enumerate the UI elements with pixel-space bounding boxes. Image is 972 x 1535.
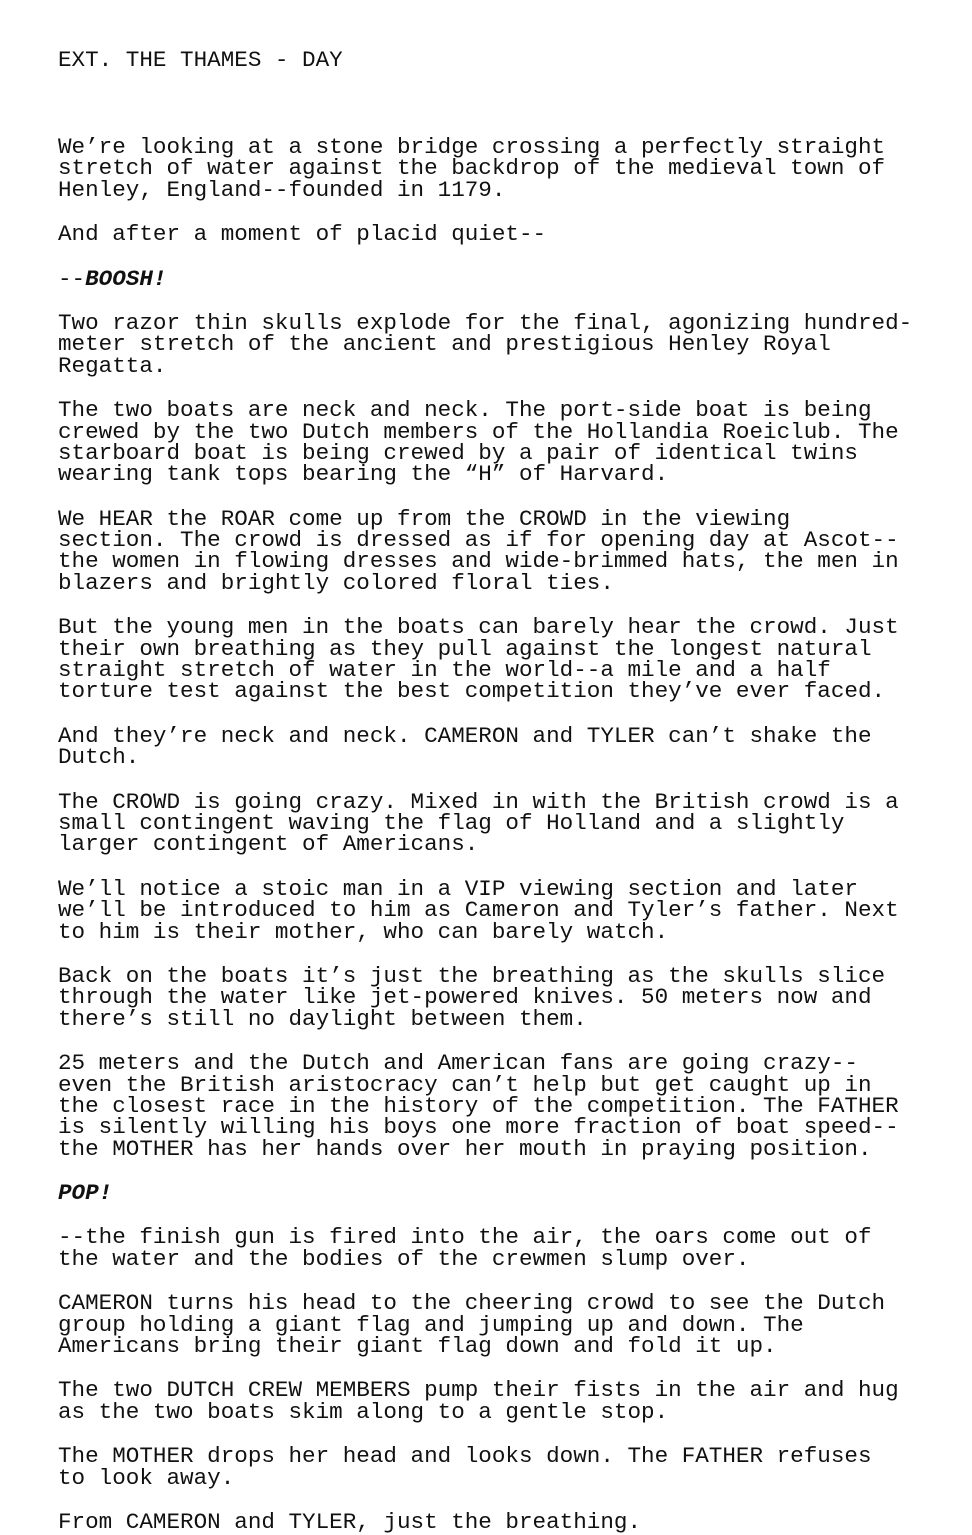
action-line: the closest race in the history of the competition. The FATHER xyxy=(58,1092,899,1119)
action-line: The two DUTCH CREW MEMBERS pump their fists in the air and hug xyxy=(58,1377,899,1404)
action-paragraph xyxy=(58,134,958,203)
action-line: meter stretch of the ancient and prestigious Henley Royal xyxy=(58,331,831,358)
action-paragraph xyxy=(58,221,958,248)
action-paragraph xyxy=(58,1050,958,1162)
sound-effect: POP! xyxy=(58,1180,113,1207)
action-paragraph xyxy=(58,1443,958,1491)
action-paragraph xyxy=(58,788,958,858)
action-line: to him is their mother, who can barely watch. xyxy=(58,918,669,945)
action-line: through the water like jet-powered knives. 50 meters now and xyxy=(58,984,872,1011)
action-paragraph xyxy=(58,1180,958,1207)
action-paragraph xyxy=(58,875,958,945)
action-line: And they’re neck and neck. CAMERON and TYLER can’t shake the xyxy=(58,722,872,749)
action-line: But the young men in the boats can barely hear the crowd. Just xyxy=(58,614,899,641)
action-line: we’ll be introduced to him as Cameron and Tyler’s father. Next xyxy=(58,897,899,924)
action-line: group holding a giant flag and jumping up and down. The xyxy=(58,1311,804,1338)
action-line: the water and the bodies of the crewmen slump over. xyxy=(58,1245,750,1272)
action-blocks xyxy=(58,114,958,1533)
action-line: starboard boat is being crewed by a pair of identical twins xyxy=(58,439,858,466)
action-paragraph xyxy=(58,614,958,705)
action-paragraph xyxy=(58,309,958,379)
action-paragraph xyxy=(58,265,958,292)
action-line: CAMERON turns his head to the cheering crowd to see the Dutch xyxy=(58,1290,886,1317)
action-paragraph xyxy=(58,505,958,596)
action-paragraph xyxy=(58,1377,958,1425)
sound-effect: BOOSH! xyxy=(85,265,167,292)
action-line: as the two boats skim along to a gentle stop. xyxy=(58,1398,669,1425)
action-line: Henley, England--founded in 1179. xyxy=(58,176,506,203)
action-line: Dutch. xyxy=(58,744,140,771)
action-line: From CAMERON and TYLER, just the breathing. xyxy=(58,1508,642,1535)
action-line: torture test against the best competition they’ve ever faced. xyxy=(58,678,886,705)
sound-effect-line xyxy=(58,1180,958,1207)
action-line: 25 meters and the Dutch and American fans are going crazy-- xyxy=(58,1050,858,1077)
action-line: blazers and brightly colored floral ties. xyxy=(58,569,614,596)
action-line: stretch of water against the backdrop of the medieval town of xyxy=(58,155,886,182)
action-line: their own breathing as they pull against the longest natural xyxy=(58,635,872,662)
action-line: The MOTHER drops her head and looks down. The FATHER refuses xyxy=(58,1443,872,1470)
paragraph-gap xyxy=(58,246,958,269)
action-paragraph xyxy=(58,962,958,1032)
action-line: section. The crowd is dressed as if for opening day at Ascot-- xyxy=(58,527,899,554)
action-paragraph xyxy=(58,397,958,488)
action-line: And after a moment of placid quiet-- xyxy=(58,221,547,248)
sound-effect-prefix: -- xyxy=(58,265,86,292)
action-line: The CROWD is going crazy. Mixed in with the British crowd is a xyxy=(58,788,899,815)
action-line: wearing tank tops bearing the “H” of Harvard. xyxy=(58,461,669,488)
action-paragraph xyxy=(58,1224,958,1272)
action-line: crewed by the two Dutch members of the Hollandia Roeiclub. The xyxy=(58,418,899,445)
action-line: We’re looking at a stone bridge crossing a perfectly straight xyxy=(58,134,886,161)
action-paragraph xyxy=(58,1290,958,1360)
action-line: Regatta. xyxy=(58,352,167,379)
action-paragraph xyxy=(58,1508,958,1535)
action-line: Back on the boats it’s just the breathing as the skulls slice xyxy=(58,962,886,989)
action-line: Two razor thin skulls explode for the final, agonizing hundred- xyxy=(58,309,913,336)
action-line: small contingent waving the flag of Holland and a slightly xyxy=(58,810,845,836)
action-line: straight stretch of water in the world--a mile and a half xyxy=(58,657,831,684)
scene-heading-text: EXT. THE THAMES - DAY xyxy=(58,46,343,73)
paragraph-gap xyxy=(58,1160,958,1183)
sound-effect-line xyxy=(58,265,958,292)
action-line: --the finish gun is fired into the air, the oars come out of xyxy=(58,1224,872,1251)
action-line: We HEAR the ROAR come up from the CROWD in the viewing xyxy=(58,505,791,532)
action-line: even the British aristocracy can’t help but get caught up in xyxy=(58,1071,872,1098)
action-line: We’ll notice a stoic man in a VIP viewing section and later xyxy=(58,875,858,902)
action-line: to look away. xyxy=(58,1464,235,1491)
action-line: the MOTHER has her hands over her mouth in praying position. xyxy=(58,1135,872,1162)
action-line: larger contingent of Americans. xyxy=(58,831,479,858)
action-line: The two boats are neck and neck. The port-side boat is being xyxy=(58,397,872,424)
action-line: Americans bring their giant flag down and fold it up. xyxy=(58,1333,777,1360)
action-paragraph xyxy=(58,722,958,771)
screenplay-page xyxy=(58,7,958,1533)
action-line: there’s still no daylight between them. xyxy=(58,1005,587,1032)
paragraph-gap xyxy=(58,1489,958,1512)
scene-heading xyxy=(58,7,958,114)
action-line: is silently willing his boys one more fraction of boat speed-- xyxy=(58,1114,899,1141)
action-line: the women in flowing dresses and wide-brimmed hats, the men in xyxy=(58,548,899,575)
